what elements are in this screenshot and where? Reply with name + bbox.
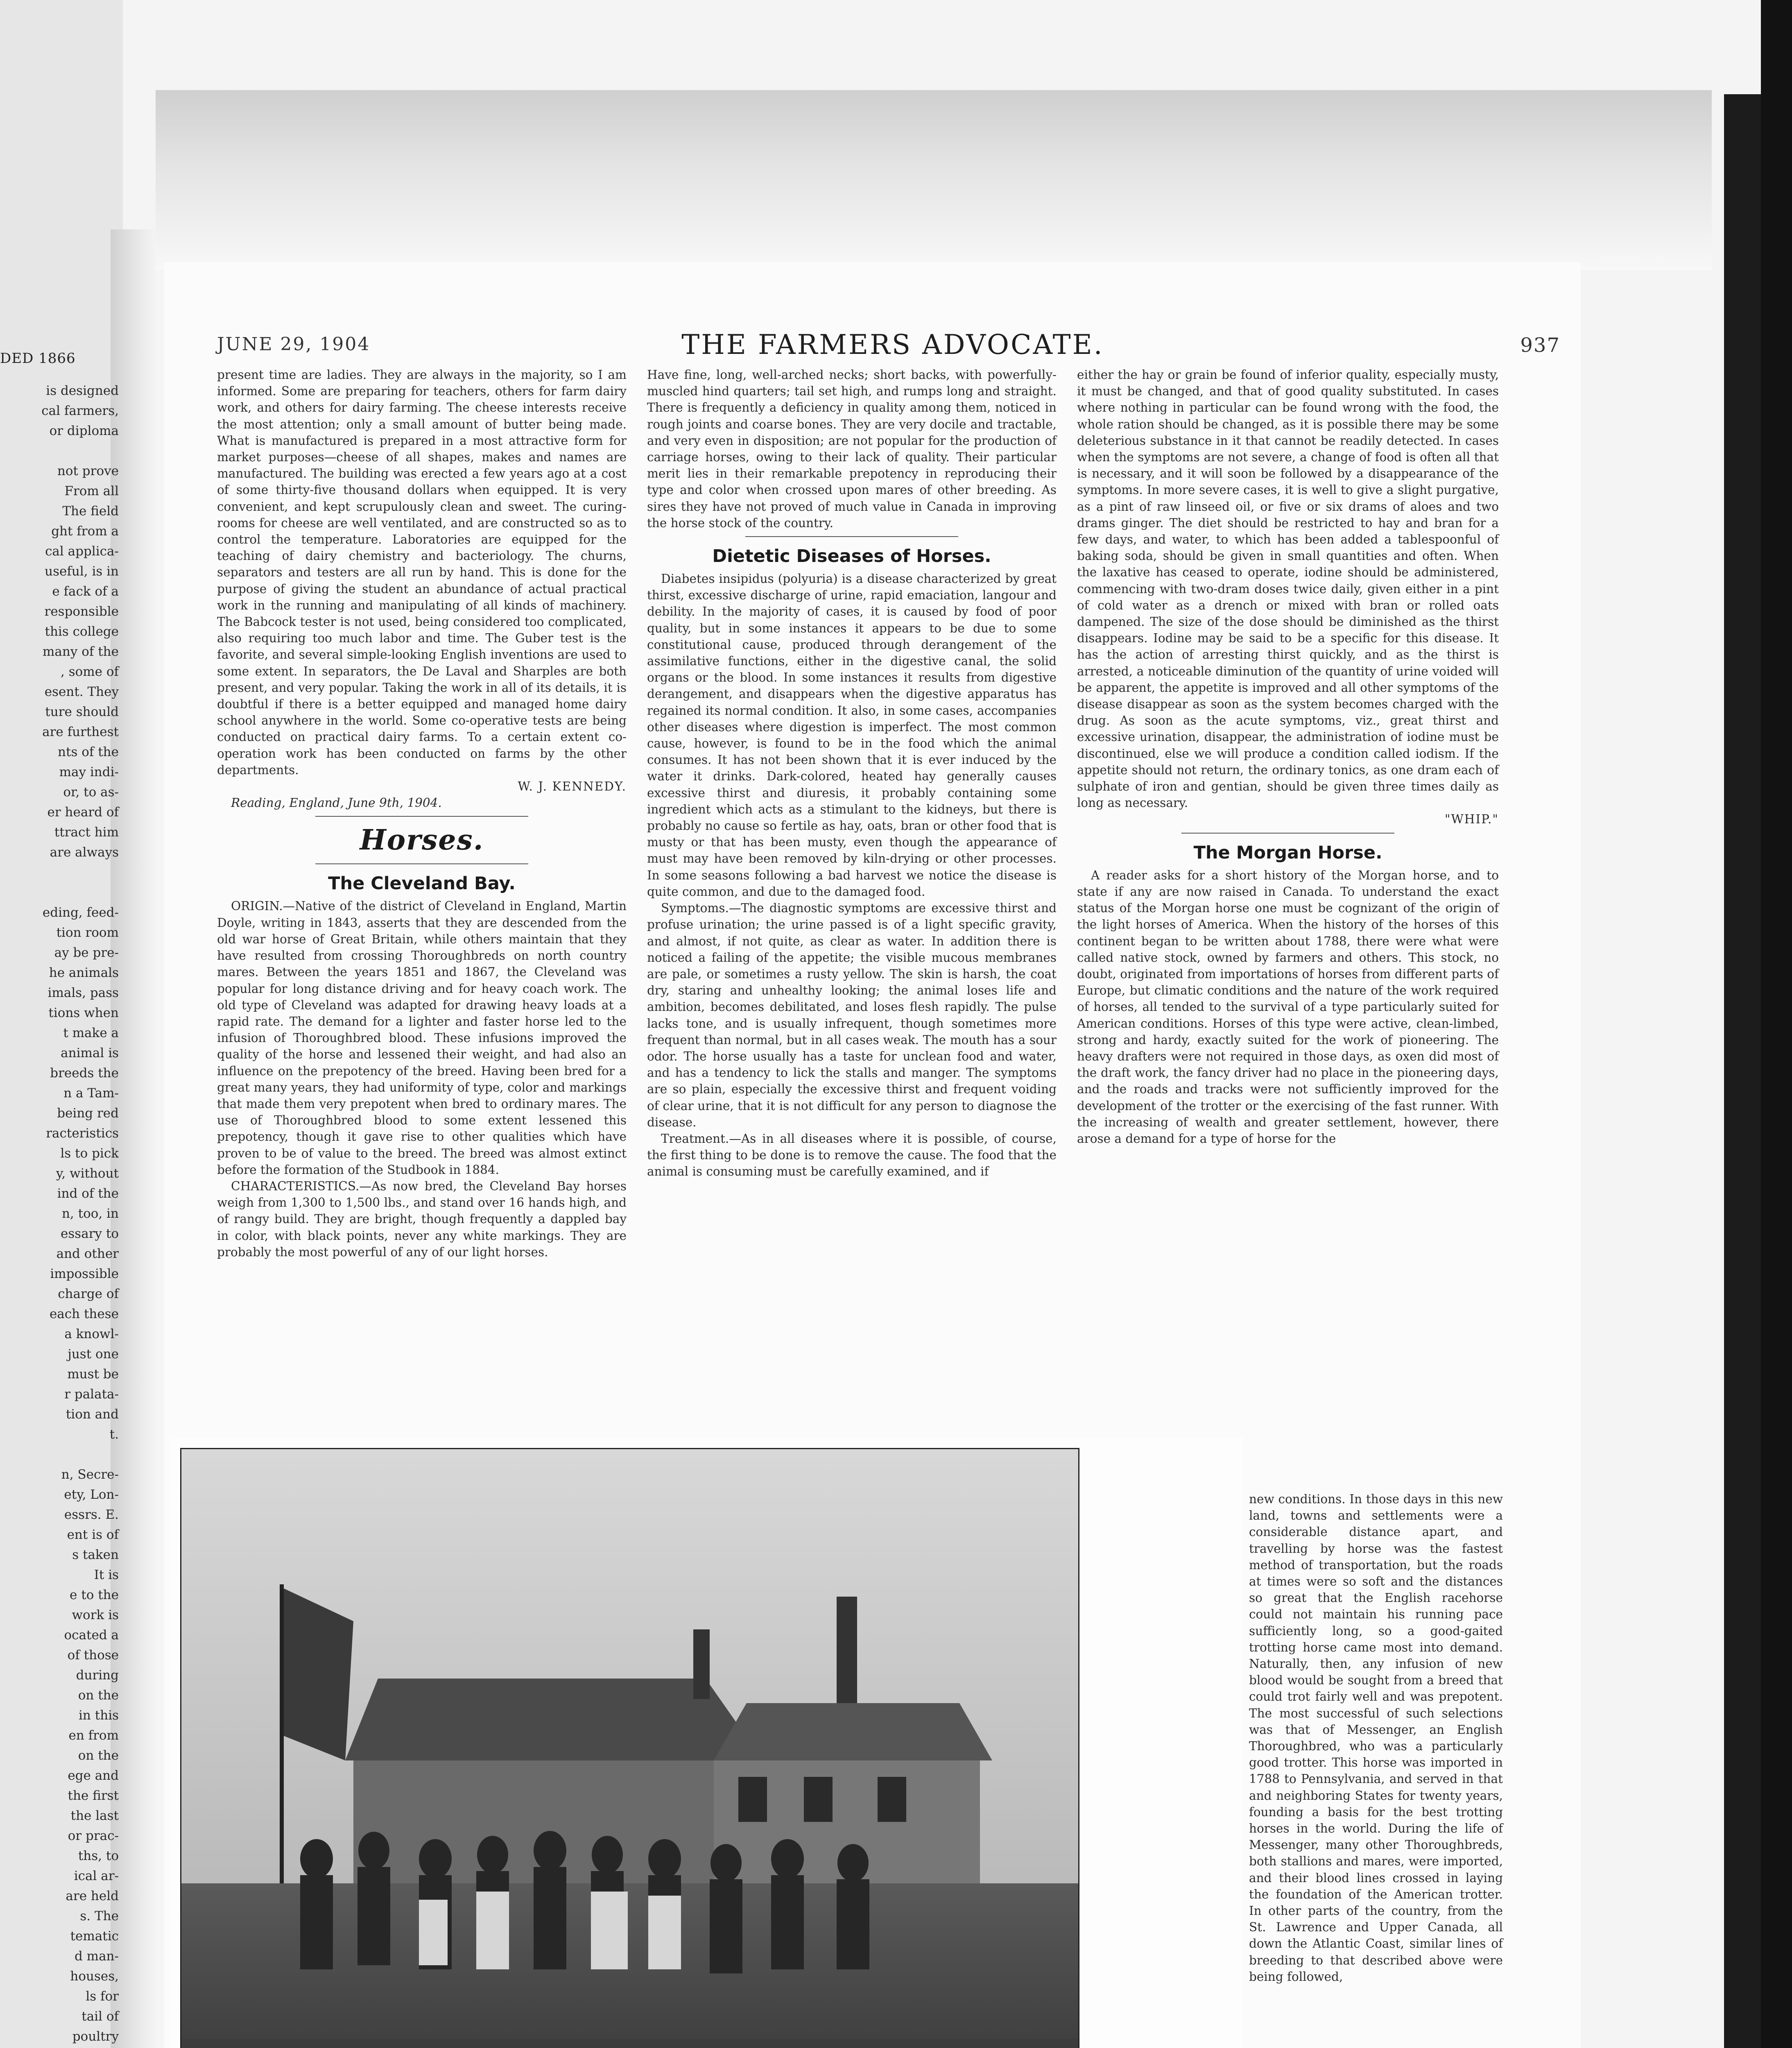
adjacent-page-line: ege and <box>68 1768 119 1783</box>
dairy-school-paragraph: present time are ladies. They are always in the majority, so I am informed. Some are preparing for teachers, others for farm dairy work, and others for dairy farming. The cheese interests receive the most attention; only a small amount of butter being made. What is manufactured is prepared in a most attractive form for market purposes—cheese of all shapes, makes and names are manufactured. The building was erected a few years ago at a cost of some thirty-five thousand dollars when equipped. It is very convenient, and kept scrupulously clean and sweet. The curing-rooms for cheese are well ventilated, and are constructed so as to control the temperature. Laboratories are equipped for the teaching of dairy chemistry and bacteriology. The churns, separators and testers are all run by hand. This is done for the purpose of giving the student an abundance of actual practical work in the running and manipulating of all kinds of machinery. The Babcock tester is not used, being considered too complicated, also requiring too much labor and time. The Guber test is the favorite, and several simple-looking English inventions are used to some extent. In separators, the De Laval and Sharples are both present, and very popular. Taking the work in all of its details, it is doubtful if there is a better equipped and managed home dairy school anywhere in the world. Some co-operative tests are being conducted on practical dairy farms. To a certain extent co-operation work has been conducted on farms by the other departments. <box>217 368 627 777</box>
adjacent-page-line: It is <box>94 1568 119 1582</box>
adjacent-page-line: ls for <box>86 1989 119 2004</box>
adjacent-page-line: n, Secre- <box>61 1467 119 1482</box>
adjacent-page-line: not prove <box>57 464 119 478</box>
adjacent-page-line: en from <box>68 1728 119 1743</box>
divider <box>745 536 958 537</box>
adjacent-page-line: on the <box>78 1748 119 1763</box>
column-2 <box>647 367 1057 1180</box>
adjacent-page-line: ocated a <box>64 1628 119 1642</box>
adjacent-page-line: e fack of a <box>52 584 119 599</box>
adjacent-page-line: ical ar- <box>74 1869 119 1883</box>
issue-date: JUNE 29, 1904 <box>217 334 371 355</box>
adjacent-page-line: a knowl- <box>64 1327 119 1341</box>
adjacent-page-line: is designed <box>46 383 119 398</box>
adjacent-page-line: breeds the <box>50 1066 119 1081</box>
adjacent-page-fragment <box>0 0 123 2048</box>
adjacent-page-line: racteristics <box>46 1126 119 1141</box>
adjacent-page-line: in this <box>79 1708 119 1723</box>
morgan-continued-paragraph: new conditions. In those days in this new land, towns and settlements were a considerable distance apart, and travelling by horse was the fastest method of transportation, but the roads at times were so soft and the distances so great that the English racehorse could not maintain his running pace sufficiently long, so a good-gaited trotting horse came most into demand. Naturally, then, any infusion of new blood would be sought from a breed that could trot fairly well and was prepotent. The most successful of such selections was that of Messenger, an English Thoroughbred, who was a particularly good trotter. This horse was imported in 1788 to Pennsylvania, and served in that and neighboring States for twenty years, founding a basis for the best trotting horses in the world. During the life of Messenger, many other Thoroughbreds, both stallions and mares, were imported, and their blood lines crossed in laying the foundation of the American trotter. In other parts of the country, from the St. Lawrence and Upper Canada, all down the Atlantic Coast, similar lines of breeding to that described above were being followed, <box>1249 1492 1503 1984</box>
adjacent-page-line <box>4 1445 119 1465</box>
adjacent-page-line: he animals <box>49 965 119 980</box>
adjacent-page-line: d man- <box>74 1949 119 1964</box>
symptoms-paragraph: Symptoms.—The diagnostic symptoms are excessive thirst and profuse urination; the urine passed is of a light specific gravity, and almost, if not quite, as clear as water. In addition there is noticed a failing of the appetite; the visible mucous membranes are pale, or sometimes a rusty yellow. The skin is harsh, the coat dry, staring and unhealthy looking; the animal loses life and ambition, becomes debilitated, and loses flesh rapidly. The pulse lacks tone, and is usually infrequent, though sometimes more frequent than normal, but in all cases weak. The mouth has a sour odor. The horse usually has a taste for unclean food and water, and has a tendency to lick the stalls and manger. The symptoms are so plain, especially the excessive thirst and frequent voiding of clear urine, that it is not difficult for any person to diagnose the disease. <box>647 901 1057 1129</box>
adjacent-page-line: ttract him <box>54 825 119 840</box>
adjacent-page-line: impossible <box>50 1266 119 1281</box>
morgan-paragraph: A reader asks for a short history of the Morgan horse, and to state if any are now raised in Canada. To understand the exact status of the Morgan horse one must be cognizant of the origin of the light horses of America. When the history of the horses of this continent began to be written about 1788, there were what were called native stock, owned by farmers and others. This stock, no doubt, originated from importations of horses from different parts of Europe, but climatic conditions and the nature of the work required of horses, all tended to the survival of a type particularly suited for American conditions. Horses of this type were active, clean-limbed, strong and hardy, exactly suited for the work of pioneering. The heavy drafters were not required in those days, as oxen did most of the draft work, the fancy driver had no place in the pioneering days, and the roads and tracks were not sufficiently improved for the development of the trotter or the exercising of the fast runner. With the increasing of wealth and greater settlement, however, there arose a demand for a type of horse for the <box>1077 868 1499 1146</box>
adjacent-page-line: poultry <box>72 2029 119 2044</box>
adjacent-page-line: being red <box>57 1106 119 1121</box>
adjacent-page-line: s. The <box>80 1909 119 1923</box>
divider <box>315 863 528 864</box>
cleveland-continued-paragraph: Have fine, long, well-arched necks; short backs, with powerfully-muscled hind quarters; tail set high, and rumps long and straight. There is frequently a deficiency in quality among them, noticed in rough joints and coarse bones. They are very docile and tractable, and very even in disposition; are not popular for the production of carriage horses, owing to their lack of quality. Their particular merit lies in their remarkable prepotency in reproducing their type and color when crossed upon mares of other breeding. As sires they have not proved of much value in Canada in improving the horse stock of the country. <box>647 368 1057 530</box>
adjacent-page-line <box>4 883 119 903</box>
powwow-photo-image <box>181 1449 1078 2048</box>
adjacent-page-line: ent is of <box>67 1527 119 1542</box>
adjacent-page-line <box>4 863 119 883</box>
adjacent-page-line: s taken <box>72 1547 119 1562</box>
photo-block <box>170 1438 1243 2048</box>
adjacent-page-line: and other <box>56 1246 119 1261</box>
column-3-continued <box>1249 1491 1503 1985</box>
adjacent-page-line: just one <box>68 1347 119 1362</box>
adjacent-page-line: houses, <box>70 1969 119 1984</box>
film-edge-right <box>1724 94 1761 2048</box>
adjacent-page-line: imals, pass <box>48 985 119 1000</box>
author-signature: W. J. KENNEDY. <box>518 779 627 794</box>
column-3 <box>1077 367 1499 1147</box>
adjacent-page-line: n, too, in <box>61 1206 119 1221</box>
adjacent-page-line: essary to <box>61 1226 119 1241</box>
adjacent-page-line: ths, to <box>78 1849 119 1863</box>
adjacent-page-line: during <box>76 1668 119 1683</box>
treatment-paragraph: Treatment.—As in all diseases where it is possible, of course, the first thing to be done is to remove the cause. The food that the animal is consuming must be carefully examined, and if <box>647 1131 1057 1179</box>
adjacent-page-line <box>4 441 119 461</box>
adjacent-page-line: From all <box>64 484 119 498</box>
dateline: Reading, England, June 9th, 1904. <box>231 796 442 810</box>
cleveland-origin-paragraph: ORIGIN.—Native of the district of Cleveland in England, Martin Doyle, writing in 1843, asserts that they are descended from the old war horse of Great Britain, while others maintain that they have resulted from crossing Thoroughbreds on north country mares. Between the years 1851 and 1867, the Cleveland was popular for long distance driving and for heavy coach work. The old type of Cleveland was adapted for drawing heavy loads at a rapid rate. The demand for a lighter and faster horse led to the infusion of Thoroughbred blood. These infusions improved the quality of the horse and lessened their weight, and had also an influence on the prepotency of the breed. Having been bred for a great many years, they had uniformity of type, color and markings that made them very prepotent when bred to ordinary mares. The use of Thoroughbred blood to some extent lessened this prepotency, though it gave rise to other qualities which have proven to be of value to the breed. The breed was almost extinct before the formation of the Studbook in 1884. <box>217 899 627 1177</box>
adjacent-page-line: the first <box>68 1788 119 1803</box>
adjacent-page-line: n a Tam- <box>63 1086 119 1101</box>
adjacent-page-line: the last <box>70 1808 119 1823</box>
adjacent-page-line: eding, feed- <box>42 905 119 920</box>
adjacent-page-line: must be <box>67 1367 119 1382</box>
adjacent-page-line: cal applica- <box>45 544 119 559</box>
adjacent-page-line: or, to as- <box>63 785 119 800</box>
adjacent-page-line: tematic <box>70 1929 119 1944</box>
adjacent-page-line: work is <box>72 1608 119 1622</box>
masthead-title: THE FARMERS ADVOCATE. <box>681 329 1104 360</box>
divider <box>315 816 528 817</box>
adjacent-page-line: , some of <box>60 664 119 679</box>
adjacent-page-line: y, without <box>56 1166 119 1181</box>
article-heading-morgan-horse: The Morgan Horse. <box>1193 842 1382 863</box>
adjacent-page-line: tail of <box>81 2009 119 2024</box>
adjacent-page-line: r palata- <box>64 1387 119 1402</box>
adjacent-page-line: are always <box>50 845 119 860</box>
section-title-horses: Horses. <box>360 824 484 857</box>
adjacent-page-line: er heard of <box>47 805 119 820</box>
top-shadow <box>156 90 1712 270</box>
adjacent-page-line: animal is <box>61 1046 119 1060</box>
adjacent-page-line: ind of the <box>57 1186 119 1201</box>
adjacent-page-line: responsible <box>44 604 119 619</box>
adjacent-page-line: ture should <box>45 705 119 719</box>
adjacent-page-line: on the <box>78 1688 119 1703</box>
adjacent-page-line: or diploma <box>49 424 119 438</box>
adjacent-page-line: this college <box>45 624 119 639</box>
author-signature-whip: "WHIP." <box>1444 812 1499 827</box>
adjacent-page-line: cal farmers, <box>41 403 119 418</box>
adjacent-page-line: useful, is in <box>45 564 119 579</box>
newspaper-page <box>164 262 1581 2048</box>
adjacent-page-line: esent. They <box>44 684 119 699</box>
adjacent-page-line: tion room <box>56 925 119 940</box>
adjacent-page-line: ls to pick <box>60 1146 119 1161</box>
page-number: 937 <box>1520 334 1560 357</box>
adjacent-page-line: nts of the <box>58 745 119 759</box>
adjacent-page-line: t make a <box>63 1026 119 1040</box>
adjacent-page-line: or prac- <box>68 1828 119 1843</box>
adjacent-page-header: DED 1866 <box>0 350 76 367</box>
divider <box>1181 833 1394 834</box>
photograph <box>180 1448 1079 2048</box>
cleveland-characteristics-paragraph: CHARACTERISTICS.—As now bred, the Cleveland Bay horses weigh from 1,300 to 1,500 lbs., and stand over 16 hands high, and of rangy build. They are bright, though frequently a dappled bay in color, with black points, never any white markings. They are probably the most powerful of any of our light horses. <box>217 1179 627 1259</box>
treatment-continued-paragraph: either the hay or grain be found of inferior quality, especially musty, it must be changed, and that of good quality substituted. In cases where nothing in particular can be found wrong with the food, the whole ration should be changed, as it is possible there may be some deleterious substance in it that cannot be readily detected. In cases when the symptoms are not severe, a change of food is often all that is necessary, and it will soon be followed by a disappearance of the symptoms. In more severe cases, it is well to give a slight purgative, as a pint of raw linseed oil, or five or six drams of aloes and two drams ginger. The diet should be restricted to hay and bran for a few days, and water, to which has been added a tablespoonful of baking soda, should be given in small quantities and often. When the laxative has ceased to operate, iodine should be administered, commencing with two-dram doses twice daily, given either in a pint of cold water as a drench or mixed with bran or rolled oats dampened. The size of the dose should be diminished as the thirst disappears. Iodine may be said to be a specific for this disease. It has the action of arresting thirst quickly, and as the thirst is arrested, a noticeable diminution of the quantity of urine voided will be apparent, the appetite is improved and all other symptoms of the disease disappear as soon as the system becomes charged with the drug. As soon as the acute symptoms, viz., great thirst and excessive urination, disappear, the administration of iodine must be discontinued, else we will produce a condition called iodism. If the appetite should not return, the ordinary tonics, as one dram each of sulphate of iron and gentian, should be given three times daily as long as necessary. <box>1077 368 1499 810</box>
adjacent-page-line: tion and <box>66 1407 119 1422</box>
column-1 <box>217 367 627 1260</box>
adjacent-page-line: each these <box>49 1307 119 1321</box>
adjacent-page-line: t. <box>109 1427 119 1442</box>
article-heading-dietetic-diseases: Dietetic Diseases of Horses. <box>712 546 991 567</box>
adjacent-page-line: are furthest <box>42 725 119 739</box>
adjacent-page-line: ay be pre- <box>54 945 119 960</box>
adjacent-page-line: ety, Lon- <box>64 1487 119 1502</box>
adjacent-page-line: of those <box>67 1648 119 1663</box>
film-band-right <box>1761 0 1792 2048</box>
article-heading-cleveland-bay: The Cleveland Bay. <box>328 873 516 894</box>
adjacent-page-line: charge of <box>58 1287 119 1301</box>
adjacent-page-line: tions when <box>48 1006 119 1020</box>
adjacent-page-line: are held <box>66 1889 119 1903</box>
diabetes-paragraph: Diabetes insipidus (polyuria) is a disease characterized by great thirst, excessive discharge of urine, rapid emaciation, langour and debility. In the majority of cases, it is caused by food of poor quality, but in some instances it appears to be due to some constitutional cause, produced through derangement of the assimilative functions, either in the digestive canal, the solid organs or the blood. In some instances it results from digestive derangement, and disappears when the digestive apparatus has regained its normal condition. It also, in some cases, accompanies other diseases where digestion is imperfect. The most common cause, however, is found to be in the food which the animal consumes. It has not been shown that it is ever induced by the water it drinks. Dark-colored, heated hay generally causes excessive thirst and diuresis, it probably containing some ingredient which acts as a stimulant to the kidneys, but there is probably no cause so fertile as hay, oats, bran or other food that is musty or that has been musty, even though the appearance of must may have been removed by kiln-drying or other processes. In some seasons following a bad harvest we notice the disease is quite common, and due to the damaged food. <box>647 572 1057 899</box>
adjacent-page-line: many of the <box>43 644 119 659</box>
adjacent-page-text <box>4 381 119 2048</box>
adjacent-page-line: essrs. E. <box>64 1507 119 1522</box>
adjacent-page-line: e to the <box>70 1588 119 1602</box>
adjacent-page-line: may indi- <box>59 765 119 779</box>
page-header <box>217 329 1560 360</box>
adjacent-page-line: The field <box>62 504 119 519</box>
adjacent-page-line: ght from a <box>51 524 119 539</box>
